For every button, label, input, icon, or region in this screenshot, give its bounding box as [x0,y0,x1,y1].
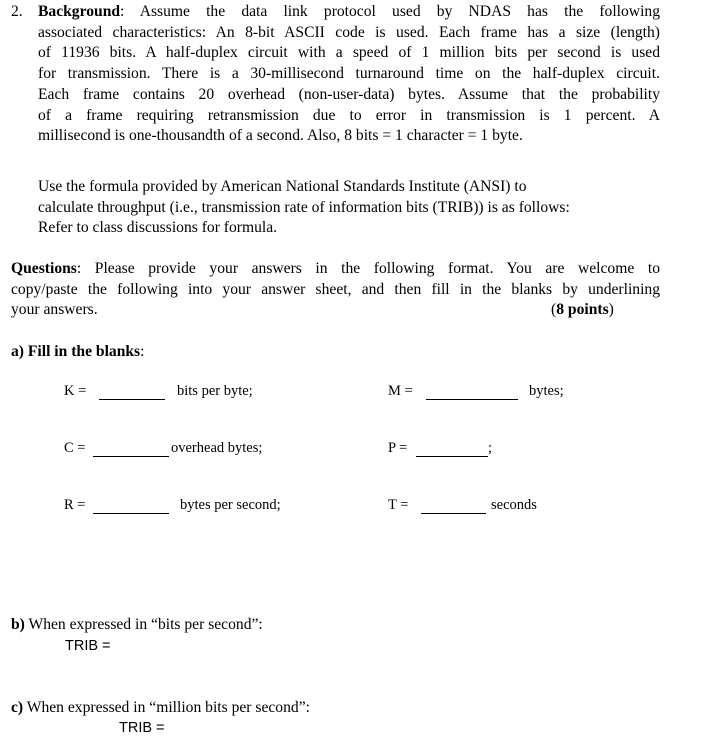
blank-k-line[interactable] [99,399,165,400]
part-c-label: c) [11,699,24,716]
background-line-5: Each frame contains 20 overhead (non-user-data) bytes. Assume that the probability [38,85,660,103]
background-line-4: for transmission. There is a 30-millisecond turnaround time on the half-duplex circuit. [38,65,660,83]
blank-t-label: T = [388,497,409,513]
questions-welcome: You are welcome to [506,260,660,277]
blank-m-line[interactable] [426,399,518,400]
points-label: (8 points) [551,301,614,319]
formula-line-3: Refer to class discussions for formula. [38,219,278,237]
blank-p-line[interactable] [416,456,488,457]
blank-t-line[interactable] [421,513,486,514]
background-line-1 [38,2,660,23]
part-c-text: When expressed in “million bits per second”: [23,699,310,716]
background-text: : Assume the data link protocol used by NDAS has the following [120,3,660,20]
background-heading: Background [38,3,121,20]
part-b-heading [11,615,263,636]
points-value: 8 points [556,301,609,319]
blank-r-line[interactable] [93,513,169,514]
blank-k-label: K = [64,383,87,399]
questions-intro: : Please provide your answers in the following format. [76,260,494,277]
blank-c-label: C = [64,440,86,456]
questions-heading: Questions [11,260,77,277]
background-line-2: associated characteristics: An 8-bit ASCII code is used. Each frame has a size (length) [38,23,660,41]
questions-line-1 [11,259,660,280]
background-line-7: millisecond is one-thousandth of a second. Also, 8 bits = 1 character = 1 byte. [38,127,523,145]
part-b-text: When expressed in “bits per second”: [24,616,263,633]
formula-line-2: calculate throughput (i.e., transmission rate of information bits (TRIB)) is as follows: [38,198,570,216]
questions-line-2: copy/paste the following into your answer sheet, and then fill in the blanks by underlining [11,280,660,298]
blank-c-line[interactable] [93,456,169,457]
blank-p-label: P = [388,440,408,456]
blank-t-suffix: seconds [491,497,537,513]
part-c-heading [11,698,310,719]
blank-c-suffix: overhead bytes; [171,440,263,456]
blank-k-suffix: bits per byte; [177,383,253,399]
blank-p-suffix: ; [488,440,493,456]
background-line-6: of a frame requiring retransmission due to error in transmission is 1 percent. A [38,106,660,124]
blank-r-label: R = [64,497,86,513]
blank-r-suffix: bytes per second; [180,497,281,513]
background-line-3: of 11936 bits. A half-duplex circuit with a speed of 1 million bits per second is used [38,44,660,62]
blank-m-label: M = [388,383,413,399]
formula-line-1: Use the formula provided by American National Standards Institute (ANSI) to [38,178,527,195]
part-b-trib: TRIB = [65,638,111,654]
part-a-label: a) Fill in the blanks [11,343,141,360]
part-b-label: b) [11,616,25,633]
blank-m-suffix: bytes; [529,383,564,399]
part-c-trib: TRIB = [119,720,165,736]
question-number: 2. [11,3,23,20]
part-a-heading: a) Fill in the blanks: [11,343,145,360]
questions-line-3: your answers. [11,301,98,319]
